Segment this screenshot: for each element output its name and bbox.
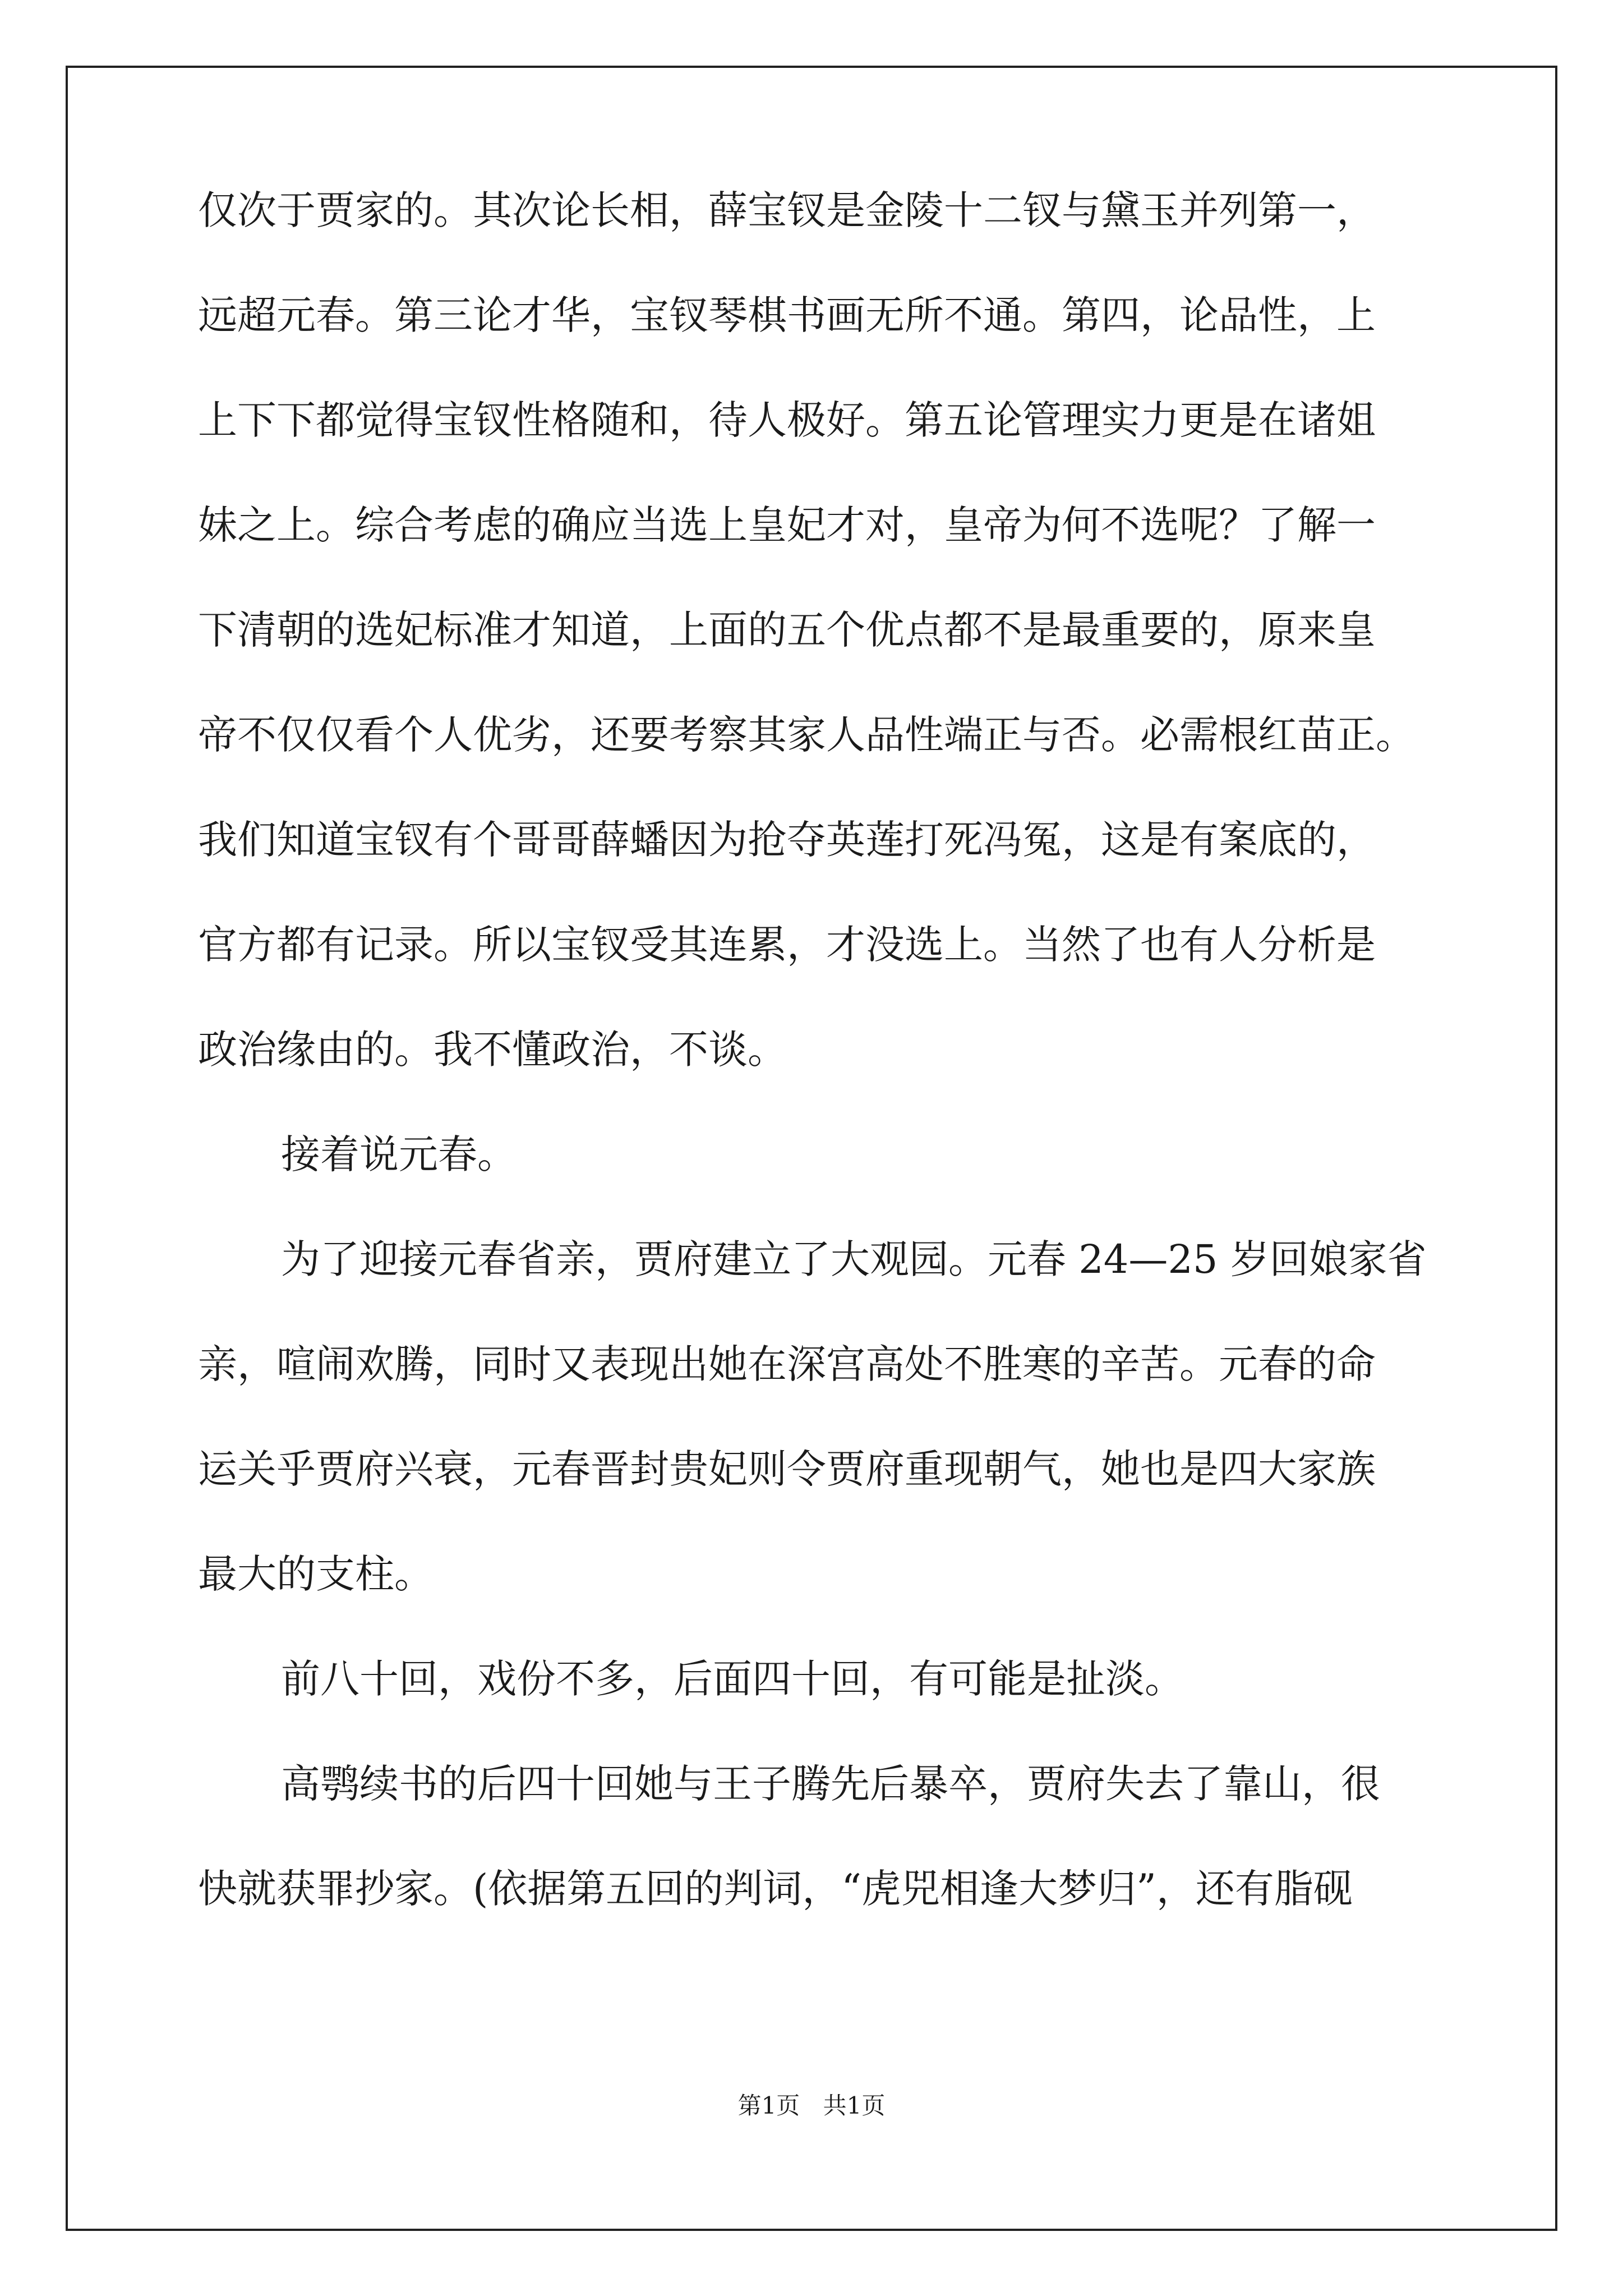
- page-number: 第1页: [737, 2092, 800, 2119]
- text-line: 最大的支柱。: [198, 1551, 434, 1597]
- page-footer: [0, 2091, 1623, 2120]
- text-line: 妹之上。综合考虑的确应当选上皇妃才对，皇帝为何不选呢？了解一: [198, 502, 1376, 548]
- paragraph-first-line: 接着说元春。: [281, 1131, 517, 1177]
- page-total: 共1页: [823, 2092, 886, 2119]
- text-line: 快就获罪抄家。(依据第五回的判词，“虎兕相逢大梦归”，还有脂砚: [198, 1866, 1353, 1912]
- paragraph-first-line: 前八十回，戏份不多，后面四十回，有可能是扯淡。: [281, 1656, 1184, 1702]
- text-line: 官方都有记录。所以宝钗受其连累，才没选上。当然了也有人分析是: [198, 922, 1376, 968]
- text-line: 运关乎贾府兴衰，元春晋封贵妃则令贾府重现朝气，她也是四大家族: [198, 1446, 1376, 1492]
- text-line: 亲，喧闹欢腾，同时又表现出她在深宫高处不胜寒的辛苦。元春的命: [198, 1341, 1376, 1387]
- text-line: 下清朝的选妃标准才知道，上面的五个优点都不是最重要的，原来皇: [198, 607, 1376, 653]
- text-line: 我们知道宝钗有个哥哥薛蟠因为抢夺英莲打死冯冤，这是有案底的，: [198, 817, 1376, 863]
- text-line: 帝不仅仅看个人优劣，还要考察其家人品性端正与否。必需根红苗正。: [198, 712, 1415, 758]
- text-line: 上下下都觉得宝钗性格随和，待人极好。第五论管理实力更是在诸姐: [198, 397, 1376, 443]
- paragraph-first-line: 高鹗续书的后四十回她与王子腾先后暴卒，贾府失去了靠山，很: [281, 1761, 1380, 1807]
- paragraph-first-line: 为了迎接元春省亲，贾府建立了大观园。元春 24—25 岁回娘家省: [281, 1236, 1427, 1282]
- text-line: 仅次于贾家的。其次论长相，薛宝钗是金陵十二钗与黛玉并列第一，: [198, 187, 1376, 233]
- text-line: 远超元春。第三论才华，宝钗琴棋书画无所不通。第四，论品性，上: [198, 292, 1376, 338]
- text-line: 政治缘由的。我不懂政治，不谈。: [198, 1027, 787, 1073]
